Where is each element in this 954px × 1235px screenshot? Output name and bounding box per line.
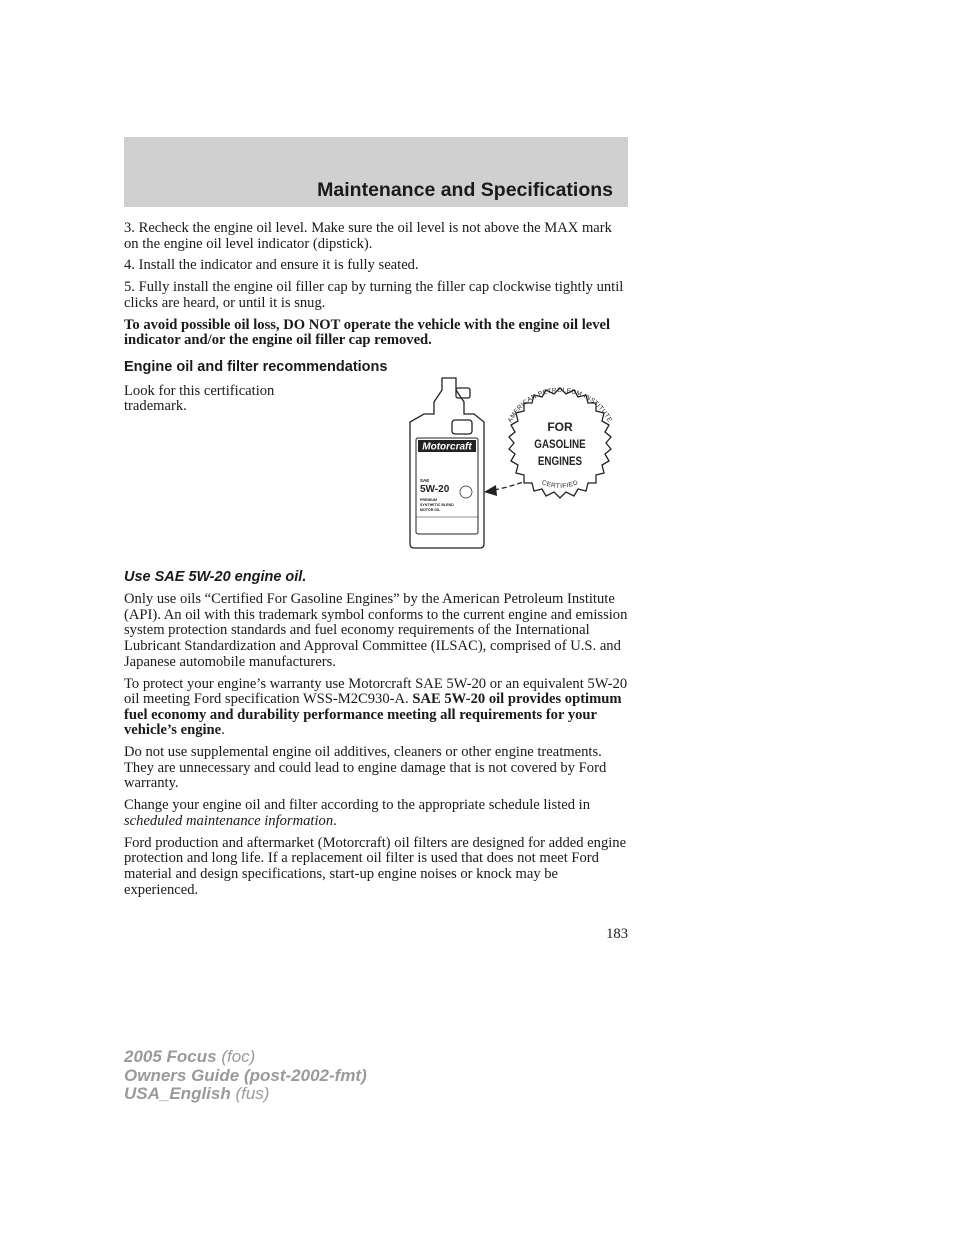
step-4: 4. Install the indicator and ensure it is fully seated. bbox=[124, 257, 419, 274]
paragraph-api: Only use oils “Certified For Gasoline Engines” by the American Petroleum Institute (API). An oil with this trademark symbol conforms to the current engine and emission system protection standards and fuel economy requirements of the International Lubricant Standardization and Approval Committee (ILSAC), comprised of U.S. and Japanese automobile manufacturers. bbox=[124, 591, 628, 670]
schedule-reference: scheduled maintenance information bbox=[124, 812, 334, 829]
step-3: 3. Recheck the engine oil level. Make sure the oil level is not above the MAX mark on the engine oil level indicator (dipstick). bbox=[124, 220, 612, 252]
section-heading: Engine oil and filter recommendations bbox=[124, 359, 388, 376]
footer-language: USA_English bbox=[124, 1084, 231, 1103]
footer-line-2 bbox=[124, 1067, 367, 1086]
footer-line-1 bbox=[124, 1048, 367, 1067]
document-footer bbox=[124, 1048, 367, 1104]
oil-bottle-illustration bbox=[404, 374, 624, 550]
paragraph-change bbox=[124, 798, 630, 829]
paragraph-additives: Do not use supplemental engine oil additives, cleaners or other engine treatments. They are unnecessary and could lead to engine damage that is not covered by Ford warranty. bbox=[124, 744, 607, 792]
oil-loss-warning: To avoid possible oil loss, DO NOT operate the vehicle with the engine oil level indicator and/or the engine oil filler cap removed. bbox=[124, 316, 611, 349]
bottle-desc-1: PREMIUM bbox=[420, 497, 437, 502]
api-certification-seal bbox=[507, 387, 613, 498]
page-content bbox=[124, 221, 630, 904]
oil-bottle bbox=[410, 378, 484, 548]
figure-caption: Look for this certification trademark. bbox=[124, 382, 275, 415]
change-text: Change your engine oil and filter according to the appropriate schedule listed in bbox=[124, 797, 591, 814]
bottle-grade: 5W-20 bbox=[420, 483, 450, 495]
step-5: 5. Fully install the engine oil filler cap by turning the filler cap clockwise tightly until clicks are heard, or until it is snug. bbox=[124, 279, 624, 311]
footer-guide: Owners Guide (post-2002-fmt) bbox=[124, 1065, 367, 1085]
paragraph-warranty bbox=[124, 677, 630, 739]
warranty-bold-text: SAE 5W-20 oil provides optimum fuel economy and durability performance meeting all requirements for your vehicle’s engine bbox=[124, 691, 622, 739]
footer-language-code: (fus) bbox=[230, 1084, 270, 1103]
footer-line-3 bbox=[124, 1085, 367, 1104]
bottle-sae: SAE bbox=[420, 477, 430, 483]
bottle-brand: Motorcraft bbox=[422, 441, 472, 453]
paragraph-filters: Ford production and aftermarket (Motorcraft) oil filters are designed for added engine protection and long life. If a replacement oil filter is used that does not meet Ford material and design specifications, start-up engine noises or knock may be experienced. bbox=[124, 834, 627, 898]
seal-line-3: ENGINES bbox=[537, 454, 583, 468]
bottle-desc-3: MOTOR OIL bbox=[420, 507, 441, 512]
bottle-desc-2: SYNTHETIC BLEND bbox=[420, 502, 454, 507]
footer-model-code: (foc) bbox=[216, 1047, 256, 1066]
change-end: . bbox=[333, 812, 337, 829]
warranty-text: To protect your engine’s warranty use Motorcraft SAE 5W-20 or an equivalent 5W-20 oil meeting Ford specification WSS-M2C930-A. bbox=[124, 675, 628, 708]
seal-line-2: GASOLINE bbox=[534, 437, 586, 451]
seal-line-1: FOR bbox=[547, 419, 573, 434]
page-number: 183 bbox=[606, 926, 628, 942]
certification-figure-row bbox=[124, 384, 630, 570]
oil-spec-heading: Use SAE 5W-20 engine oil. bbox=[124, 568, 307, 585]
seal-ring-bottom: CERTIFIED bbox=[540, 478, 580, 490]
warranty-end: . bbox=[221, 722, 225, 739]
footer-model: 2005 Focus bbox=[124, 1047, 217, 1066]
seal-ring-top: AMERICAN PETROLEUM INSTITUTE bbox=[506, 386, 614, 424]
section-header-band bbox=[124, 137, 628, 207]
section-title: Maintenance and Specifications bbox=[317, 179, 613, 201]
